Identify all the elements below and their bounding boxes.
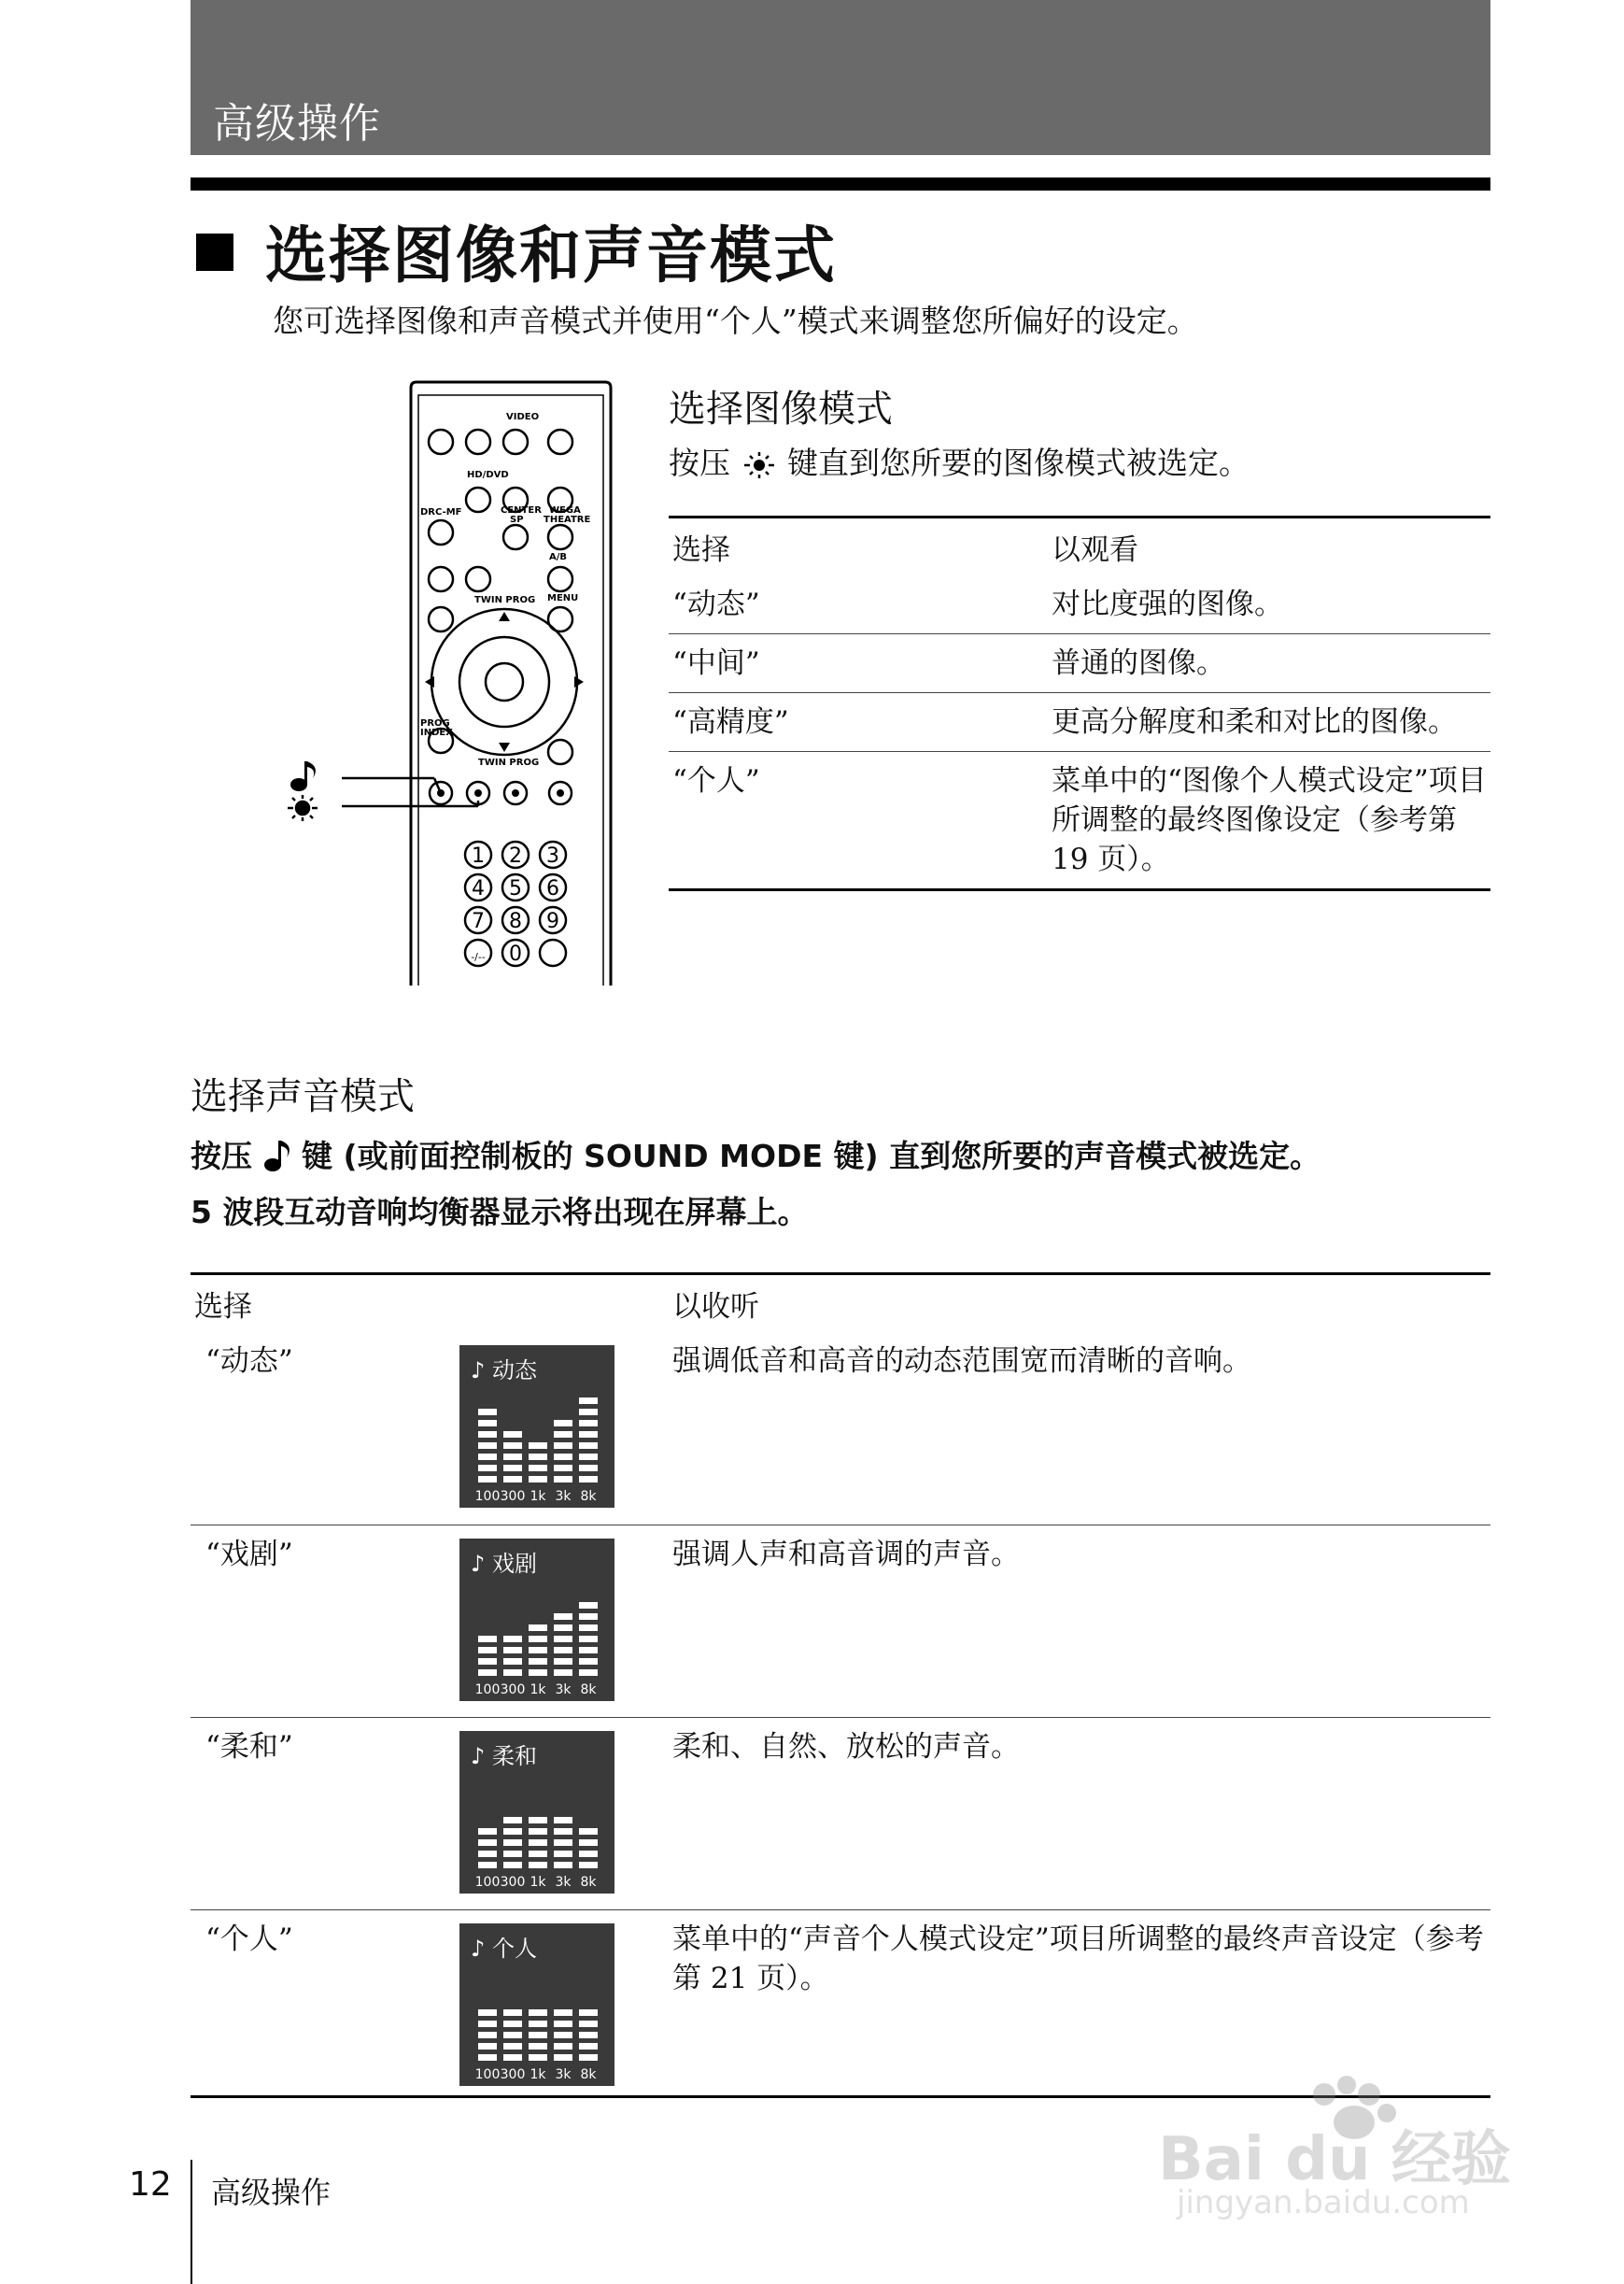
sound-note-icon — [290, 761, 316, 791]
eq-bar-segment — [579, 1636, 598, 1642]
remote-digit-label: 0 — [509, 943, 522, 966]
eq-bar-segment — [529, 1476, 547, 1482]
eq-bar-segment — [579, 1454, 598, 1460]
eq-freq-label: 8k — [580, 1489, 597, 1504]
eq-bar-segment — [579, 1613, 598, 1620]
eq-bar-segment — [579, 1851, 598, 1857]
picture-mode-table — [669, 516, 1490, 891]
eq-bar-segment — [554, 2054, 572, 2061]
remote-label-sp: SP — [510, 515, 524, 525]
eq-bar-segment — [478, 2009, 497, 2016]
eq-bar-segment — [503, 1454, 522, 1460]
eq-display — [459, 1923, 614, 2086]
eq-freq-label: 8k — [580, 2066, 597, 2082]
remote-digit-label: 1 — [472, 844, 485, 868]
eq-freq-label: 1k — [530, 2066, 546, 2082]
eq-bar-segment — [554, 2009, 572, 2016]
eq-bar-segment — [478, 1420, 497, 1426]
eq-freq-label: 8k — [580, 1681, 597, 1697]
eq-bar-segment — [529, 1647, 547, 1653]
eq-bar-segment — [503, 2043, 522, 2050]
eq-bar-segment — [503, 2021, 522, 2027]
remote-label-twinprog-bottom: TWIN PROG — [478, 758, 540, 768]
eq-bar-segment — [478, 1862, 497, 1868]
eq-display — [459, 1345, 614, 1508]
eq-bar-segment — [579, 1442, 598, 1449]
eq-bar-segment — [529, 1828, 547, 1835]
remote-label-video: VIDEO — [506, 412, 540, 422]
watermark-url: jingyan.baidu.com — [1177, 2184, 1470, 2221]
eq-freq-label: 300 — [500, 1874, 526, 1890]
sound-mode-note: 5 波段互动音响均衡器显示将出现在屏幕上。 — [191, 1194, 809, 1230]
eq-bar-segment — [503, 1658, 522, 1665]
eq-bar-segment — [503, 1442, 522, 1449]
sound-desc: 菜单中的“声音个人模式设定”项目所调整的最终声音设定（参考第 21 页）。 — [672, 1922, 1484, 1995]
sound-mode-title: 选择声音模式 — [191, 1075, 415, 1118]
eq-freq-label: 300 — [500, 2066, 526, 2082]
eq-caption: ♪ 动态 — [471, 1357, 537, 1383]
header-title: 高级操作 — [213, 100, 381, 148]
eq-bar-segment — [554, 2032, 572, 2038]
remote-illustration — [280, 378, 616, 986]
eq-bar-segment — [503, 2054, 522, 2061]
eq-bar-segment — [478, 2021, 497, 2027]
eq-bar-segment — [503, 1636, 522, 1642]
eq-bar-segment — [554, 1647, 572, 1653]
eq-bar-segment — [554, 1442, 572, 1449]
eq-caption: ♪ 戏剧 — [471, 1550, 537, 1577]
eq-bar-segment — [478, 1828, 497, 1835]
eq-bar-segment — [554, 1465, 572, 1471]
eq-bar-segment — [529, 1465, 547, 1471]
eq-bar-segment — [554, 1454, 572, 1460]
eq-bar-segment — [503, 1669, 522, 1676]
eq-freq-label: 100 — [474, 1874, 501, 1890]
eq-freq-label: 300 — [500, 1681, 526, 1697]
eq-bar-segment — [554, 1636, 572, 1642]
eq-bar-segment — [478, 1465, 497, 1471]
eq-bar-segment — [529, 2009, 547, 2016]
sound-select: “戏剧” — [205, 1537, 293, 1571]
remote-label-wega: WEGA — [549, 505, 581, 516]
eq-bar-segment — [579, 2021, 598, 2027]
eq-bar-segment — [579, 1647, 598, 1653]
page-number: 12 — [129, 2165, 172, 2204]
remote-digit-label: -/-- — [471, 951, 486, 963]
eq-display — [459, 1539, 614, 1701]
eq-bar-segment — [529, 1851, 547, 1857]
eq-bar-segment — [503, 1431, 522, 1438]
eq-bar-segment — [529, 1658, 547, 1665]
eq-bar-segment — [579, 1602, 598, 1609]
eq-bar-segment — [554, 1669, 572, 1676]
eq-bar-segment — [579, 1397, 598, 1404]
remote-digit-label: 2 — [509, 844, 522, 868]
eq-bar-segment — [503, 1817, 522, 1823]
sound-mode-table — [191, 1272, 1490, 2098]
table-row: “中间” 普通的图像。 — [669, 634, 1490, 693]
eq-bar-segment — [554, 1862, 572, 1868]
remote-digit-label: 7 — [472, 910, 485, 933]
sound-note-inline-icon — [263, 1139, 291, 1172]
remote-label-theatre: THEATRE — [544, 515, 591, 525]
picture-mode-instruction: 按压 键直到您所要的图像模式被选定。 — [669, 445, 1250, 481]
remote-label-twinprog-top: TWIN PROG — [474, 595, 536, 605]
sound-desc: 柔和、自然、放松的声音。 — [672, 1729, 1020, 1764]
eq-freq-label: 100 — [474, 2066, 501, 2082]
eq-bar-segment — [579, 2054, 598, 2061]
eq-bar-segment — [478, 1839, 497, 1846]
eq-bar-segment — [503, 1851, 522, 1857]
eq-bars — [459, 1923, 614, 2086]
table-row: “个人” 菜单中的“图像个人模式设定”项目所调整的最终图像设定（参考第 19 页）。 — [672, 764, 1487, 876]
eq-bar-segment — [529, 1624, 547, 1631]
eq-freq-label: 300 — [500, 1489, 526, 1504]
eq-bar-segment — [503, 2032, 522, 2038]
eq-bar-segment — [579, 1828, 598, 1835]
eq-display — [459, 1731, 614, 1894]
table-row: “高精度” 更高分解度和柔和对比的图像。 — [669, 693, 1490, 752]
remote-jump-button — [540, 940, 566, 966]
eq-bar-segment — [554, 1613, 572, 1620]
eq-bar-segment — [478, 2043, 497, 2050]
col-view: 以观看 — [1052, 533, 1138, 567]
eq-bar-segment — [503, 1476, 522, 1482]
eq-bar-segment — [529, 2021, 547, 2027]
eq-bar-segment — [503, 1828, 522, 1835]
footer-rule — [191, 2160, 192, 2284]
eq-bar-segment — [579, 2009, 598, 2016]
col-listen: 以收听 — [672, 1290, 759, 1324]
eq-bar-segment — [478, 1647, 497, 1653]
remote-label-ab: A/B — [549, 552, 568, 562]
eq-freq-label: 3k — [555, 2066, 572, 2082]
eq-freq-label: 1k — [530, 1681, 546, 1697]
eq-caption: ♪ 个人 — [471, 1935, 537, 1962]
eq-bar-segment — [529, 1839, 547, 1846]
table-row: “动态” 对比度强的图像。 — [669, 575, 1490, 634]
section-intro: 您可选择图像和声音模式并使用“个人”模式来调整您所偏好的设定。 — [273, 303, 1198, 339]
eq-bar-segment — [478, 2054, 497, 2061]
eq-bar-segment — [529, 2054, 547, 2061]
eq-bar-segment — [478, 1476, 497, 1482]
eq-bar-segment — [478, 1636, 497, 1642]
eq-bar-segment — [478, 1658, 497, 1665]
eq-bar-segment — [503, 2009, 522, 2016]
eq-bar-segment — [554, 1851, 572, 1857]
remote-digit-label: 8 — [509, 910, 522, 933]
eq-bar-segment — [478, 2032, 497, 2038]
remote-label-drcmf: DRC-MF — [420, 507, 462, 518]
eq-bar-segment — [529, 1442, 547, 1449]
eq-bar-segment — [554, 1431, 572, 1438]
eq-bar-segment — [579, 1658, 598, 1665]
remote-label-hddvd: HD/DVD — [467, 470, 509, 480]
eq-bar-segment — [554, 1828, 572, 1835]
eq-bar-segment — [554, 2021, 572, 2027]
footer-label: 高级操作 — [211, 2175, 332, 2210]
remote-digit-label: 6 — [546, 877, 559, 901]
eq-bar-segment — [478, 1669, 497, 1676]
eq-freq-label: 100 — [474, 1681, 501, 1697]
eq-bar-segment — [554, 1817, 572, 1823]
header-band — [191, 0, 1490, 155]
sound-desc: 强调低音和高音的动态范围宽而清晰的音响。 — [672, 1344, 1251, 1378]
bullet-square-icon — [196, 234, 233, 271]
eq-bars — [459, 1345, 614, 1508]
title-rule — [191, 177, 1490, 191]
eq-bar-segment — [579, 1409, 598, 1415]
eq-bar-segment — [529, 1636, 547, 1642]
eq-bar-segment — [579, 1476, 598, 1482]
eq-bar-segment — [579, 1862, 598, 1868]
eq-bar-segment — [579, 2032, 598, 2038]
eq-bar-segment — [478, 1442, 497, 1449]
remote-label-center: CENTER — [501, 505, 542, 516]
table-row — [191, 1332, 1490, 1525]
sound-desc: 强调人声和高音调的声音。 — [672, 1537, 1020, 1571]
eq-bar-segment — [503, 1647, 522, 1653]
eq-bar-segment — [478, 1409, 497, 1415]
eq-bar-segment — [554, 1839, 572, 1846]
eq-freq-label: 3k — [555, 1681, 572, 1697]
remote-label-prog: PROG — [420, 718, 450, 729]
eq-bar-segment — [579, 1839, 598, 1846]
eq-freq-label: 1k — [530, 1489, 546, 1504]
sound-mode-instruction: 按压 键 (或前面控制板的 SOUND MODE 键) 直到您所要的声音模式被选定。 — [191, 1138, 1321, 1174]
eq-bar-segment — [529, 1454, 547, 1460]
picture-mode-icon — [288, 795, 318, 821]
eq-bar-segment — [579, 1669, 598, 1676]
eq-bar-segment — [529, 2043, 547, 2050]
watermark-brand: Bai du 经验 — [1158, 2125, 1511, 2194]
eq-bar-segment — [554, 1476, 572, 1482]
section-title: 选择图像和声音模式 — [196, 206, 837, 294]
eq-bars — [459, 1731, 614, 1894]
eq-bar-segment — [554, 2043, 572, 2050]
eq-bar-segment — [579, 1624, 598, 1631]
col-select: 选择 — [194, 1290, 252, 1324]
eq-bar-segment — [554, 1658, 572, 1665]
eq-freq-label: 100 — [474, 1489, 501, 1504]
remote-digit-label: 5 — [509, 877, 522, 901]
eq-bar-segment — [554, 1624, 572, 1631]
eq-bar-segment — [579, 1420, 598, 1426]
sound-select: “柔和” — [205, 1729, 293, 1764]
eq-bars — [459, 1539, 614, 1701]
eq-bar-segment — [478, 1454, 497, 1460]
eq-bar-segment — [529, 1817, 547, 1823]
eq-freq-label: 1k — [530, 1874, 546, 1890]
eq-bar-segment — [503, 1839, 522, 1846]
eq-bar-segment — [579, 1431, 598, 1438]
eq-freq-label: 3k — [555, 1489, 572, 1504]
eq-bar-segment — [478, 1851, 497, 1857]
table-row — [191, 1525, 1490, 1717]
remote-digit-label: 4 — [472, 877, 485, 901]
eq-bar-segment — [478, 1431, 497, 1438]
sound-select: “个人” — [205, 1922, 293, 1956]
eq-bar-segment — [503, 1465, 522, 1471]
remote-label-menu: MENU — [547, 593, 579, 603]
picture-mode-inline-icon — [741, 451, 778, 479]
sound-select: “动态” — [205, 1344, 293, 1378]
col-select: 选择 — [672, 533, 730, 567]
remote-digit-label: 9 — [546, 910, 559, 933]
remote-digit-label: 3 — [546, 844, 559, 868]
eq-bar-segment — [503, 1862, 522, 1868]
eq-freq-label: 3k — [555, 1874, 572, 1890]
eq-bar-segment — [529, 1669, 547, 1676]
eq-bar-segment — [579, 1465, 598, 1471]
table-row — [191, 1717, 1490, 1909]
eq-bar-segment — [529, 1862, 547, 1868]
eq-freq-label: 8k — [580, 1874, 597, 1890]
eq-bar-segment — [554, 1420, 572, 1426]
eq-bar-segment — [529, 2032, 547, 2038]
remote-label-index: INDEX — [420, 728, 453, 738]
eq-caption: ♪ 柔和 — [471, 1742, 537, 1769]
picture-mode-title: 选择图像模式 — [669, 388, 893, 431]
baidu-watermark — [1158, 2074, 1522, 2221]
eq-bar-segment — [579, 2043, 598, 2050]
table-row — [191, 1909, 1490, 2096]
